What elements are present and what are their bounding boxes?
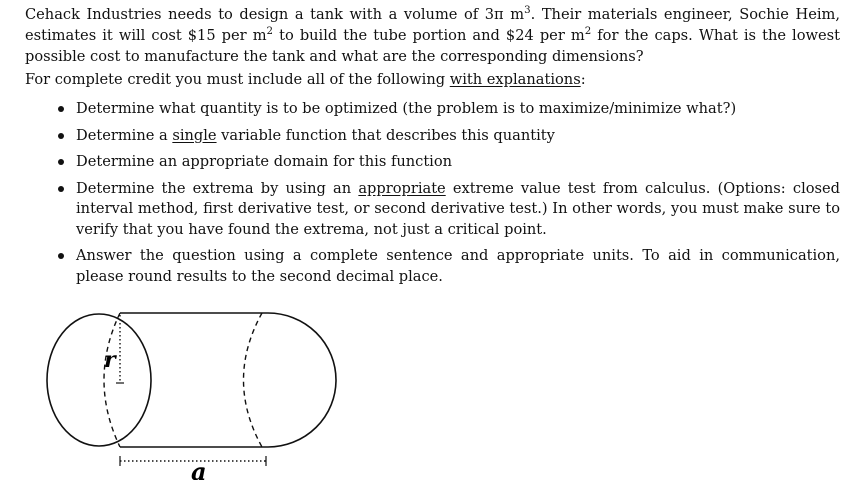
intro-text-1: Cehack Industries needs to design a tank with a volume of 3π m	[25, 6, 525, 23]
intro-sup-3: 2	[584, 26, 592, 38]
requirement-text-cont: extreme value test from calculus. (Options: closed interval method, first derivative test, or second derivative test.) In other words, you must make sure to verify that you have found the extrema, not just a critical point.	[76, 179, 840, 238]
requirement-emphasis: appropriate	[358, 179, 446, 197]
left-cap-dashed-arc	[104, 313, 120, 447]
credit-suffix: :	[580, 71, 586, 88]
intro-text-2: . Their materials engineer, Sochie Heim, estimates it will cost $15 per m	[25, 6, 840, 44]
right-cap-dashed-arc	[244, 313, 263, 447]
intro-sup-1: 3	[524, 5, 531, 17]
requirement-text: Determine a	[76, 126, 173, 144]
requirement-text: Determine what quantity is to be optimized (the problem is to maximize/minimize what?)	[76, 100, 737, 117]
credit-prefix: For complete credit you must include all of the following	[25, 71, 450, 88]
left-cap-outline	[47, 314, 151, 446]
intro-text-4: for the caps. What is the lowest possible cost to manufacture the tank and what are the corresponding dimensions?	[25, 27, 840, 65]
intro-text-3: to build the tube portion and $24 per m	[273, 27, 585, 44]
credit-underlined: with explanations	[449, 71, 581, 88]
right-cap-outline	[268, 313, 336, 447]
requirement-text-cont: variable function that describes this quantity	[216, 126, 555, 144]
requirement-text: Determine the extrema by using an	[76, 179, 359, 197]
length-label: a	[191, 457, 207, 480]
requirement-text: Answer the question using a complete sentence and appropriate units. To aid in communication, please round results to the second decimal place.	[76, 247, 840, 285]
requirement-text: Determine an appropriate domain for this function	[76, 153, 453, 170]
requirement-emphasis: single	[172, 126, 217, 144]
radius-label: r	[104, 347, 116, 373]
intro-sup-2: 2	[266, 26, 274, 38]
